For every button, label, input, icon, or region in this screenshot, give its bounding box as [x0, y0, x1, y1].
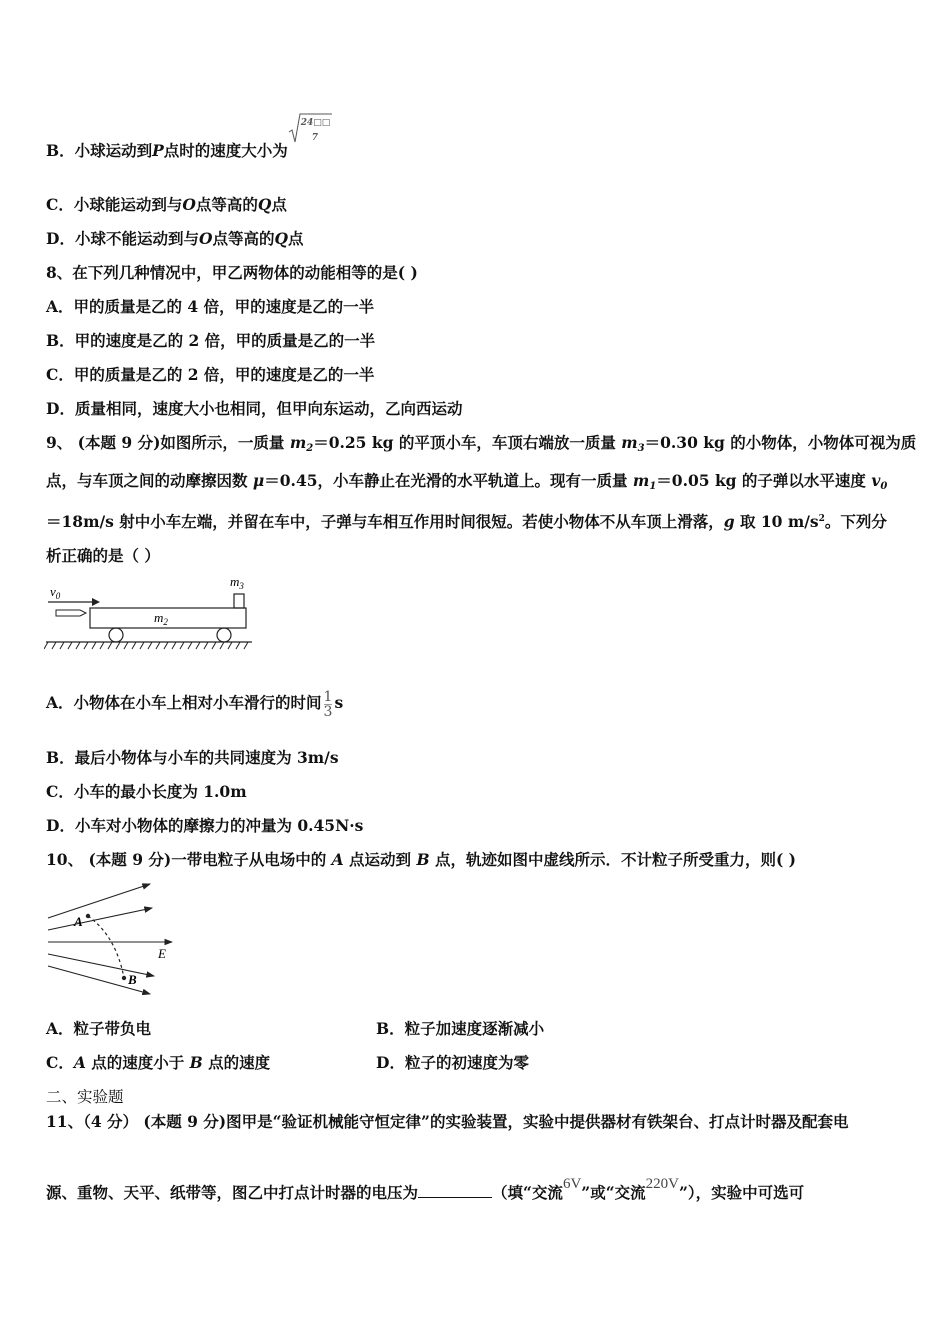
bullet — [56, 610, 86, 616]
q9-option-d: D．小车对小物体的摩擦力的冲量为 0.45N·s — [46, 816, 364, 835]
block-m3 — [234, 594, 244, 608]
q9-option-a: A．小物体在小车上相对小车滑行的时间 $\frac{1}{3}$ s — [46, 689, 344, 720]
fig-a-label: A — [74, 914, 83, 929]
field-line-1 — [48, 884, 150, 918]
answer-blank[interactable] — [418, 1183, 492, 1198]
q9-stem-line4: 析正确的是（ ） — [46, 546, 160, 565]
q9-stem-line3: ＝18m/s 射中小车左端，并留在车中，子弹与车相互作用时间很短。若使小物体不从车顶上滑落，g 取 10 $m/s^2$。下列分 — [46, 512, 887, 531]
field-figure — [44, 880, 184, 995]
q10-option-d: D．粒子的初速度为零 — [376, 1053, 529, 1072]
q11-line2: 源、重物、天平、纸带等，图乙中打点计时器的电压为 （填“交流6V”或“交流220V”），实验中可选可 — [46, 1176, 805, 1202]
wheel-right — [217, 628, 231, 642]
q10-option-b: B．粒子加速度逐渐减小 — [376, 1019, 545, 1038]
section-heading: 二、实验题 — [46, 1088, 124, 1106]
field-line-4 — [48, 954, 154, 976]
q7-option-b: B．小球运动到P点时的速度大小为 24□□ 7 — [46, 126, 334, 161]
q7-option-c: C．小球能运动到与O点等高的Q点 — [46, 195, 287, 214]
q8-option-d: D．质量相同，速度大小也相同，但甲向东运动，乙向西运动 — [46, 399, 463, 418]
q9-stem-line2: 点，与车顶之间的动摩擦因数 μ＝0.45，小车静止在光滑的水平轨道上。现有一质量 $m_1=0.05$ kg 的子弹以水平速度 $v_0$ — [46, 471, 888, 492]
cart-figure — [44, 572, 254, 652]
q11-line1: 11、（4 分） (本题 9 分)图甲是“验证机械能守恒定律”的实验装置，实验中提供器材有铁架台、打点计时器及配套电 — [46, 1112, 849, 1131]
q9-option-c: C．小车的最小长度为 1.0m — [46, 782, 247, 801]
field-line-2 — [48, 908, 152, 930]
fig-v0-label: $v_0$ — [50, 584, 61, 601]
q9-option-b: B．最后小物体与小车的共同速度为 3m/s — [46, 748, 339, 767]
point-a — [86, 914, 90, 918]
q8-option-b: B．甲的速度是乙的 2 倍，甲的质量是乙的一半 — [46, 331, 376, 350]
wheel-left — [109, 628, 123, 642]
fraction-one-third: $\frac{1}{3}$ — [323, 689, 333, 720]
ground-hatching — [44, 642, 248, 649]
fig-e-label: E — [158, 946, 166, 961]
q10-option-c: C．A 点的速度小于 B 点的速度 — [46, 1053, 271, 1072]
fig-m3-label: $m_3$ — [230, 574, 244, 591]
sqrt-expression: 24□□ 7 — [288, 126, 334, 160]
cart-body — [90, 608, 246, 628]
point-b — [122, 976, 126, 980]
fig-b-label: B — [128, 972, 137, 987]
q10-option-a: A．粒子带负电 — [46, 1019, 152, 1038]
q8-stem: 8、在下列几种情况中，甲乙两物体的动能相等的是( ) — [46, 263, 418, 282]
q8-option-c: C．甲的质量是乙的 2 倍，甲的速度是乙的一半 — [46, 365, 375, 384]
q7-option-d: D．小球不能运动到与O点等高的Q点 — [46, 229, 304, 248]
fig-m2-label: $m_2$ — [154, 610, 168, 627]
q9-stem-line1: 9、 (本题 9 分)如图所示，一质量 $m_2=0.25$ kg 的平顶小车，车顶右端放一质量 $m_3=0.30$ kg 的小物体，小物体可视为质 — [46, 433, 917, 454]
q10-stem: 10、 (本题 9 分)一带电粒子从电场中的 A 点运动到 B 点，轨迹如图中虚线所示．不计粒子所受重力，则( ) — [46, 850, 797, 869]
q8-option-a: A．甲的质量是乙的 4 倍，甲的速度是乙的一半 — [46, 297, 375, 316]
